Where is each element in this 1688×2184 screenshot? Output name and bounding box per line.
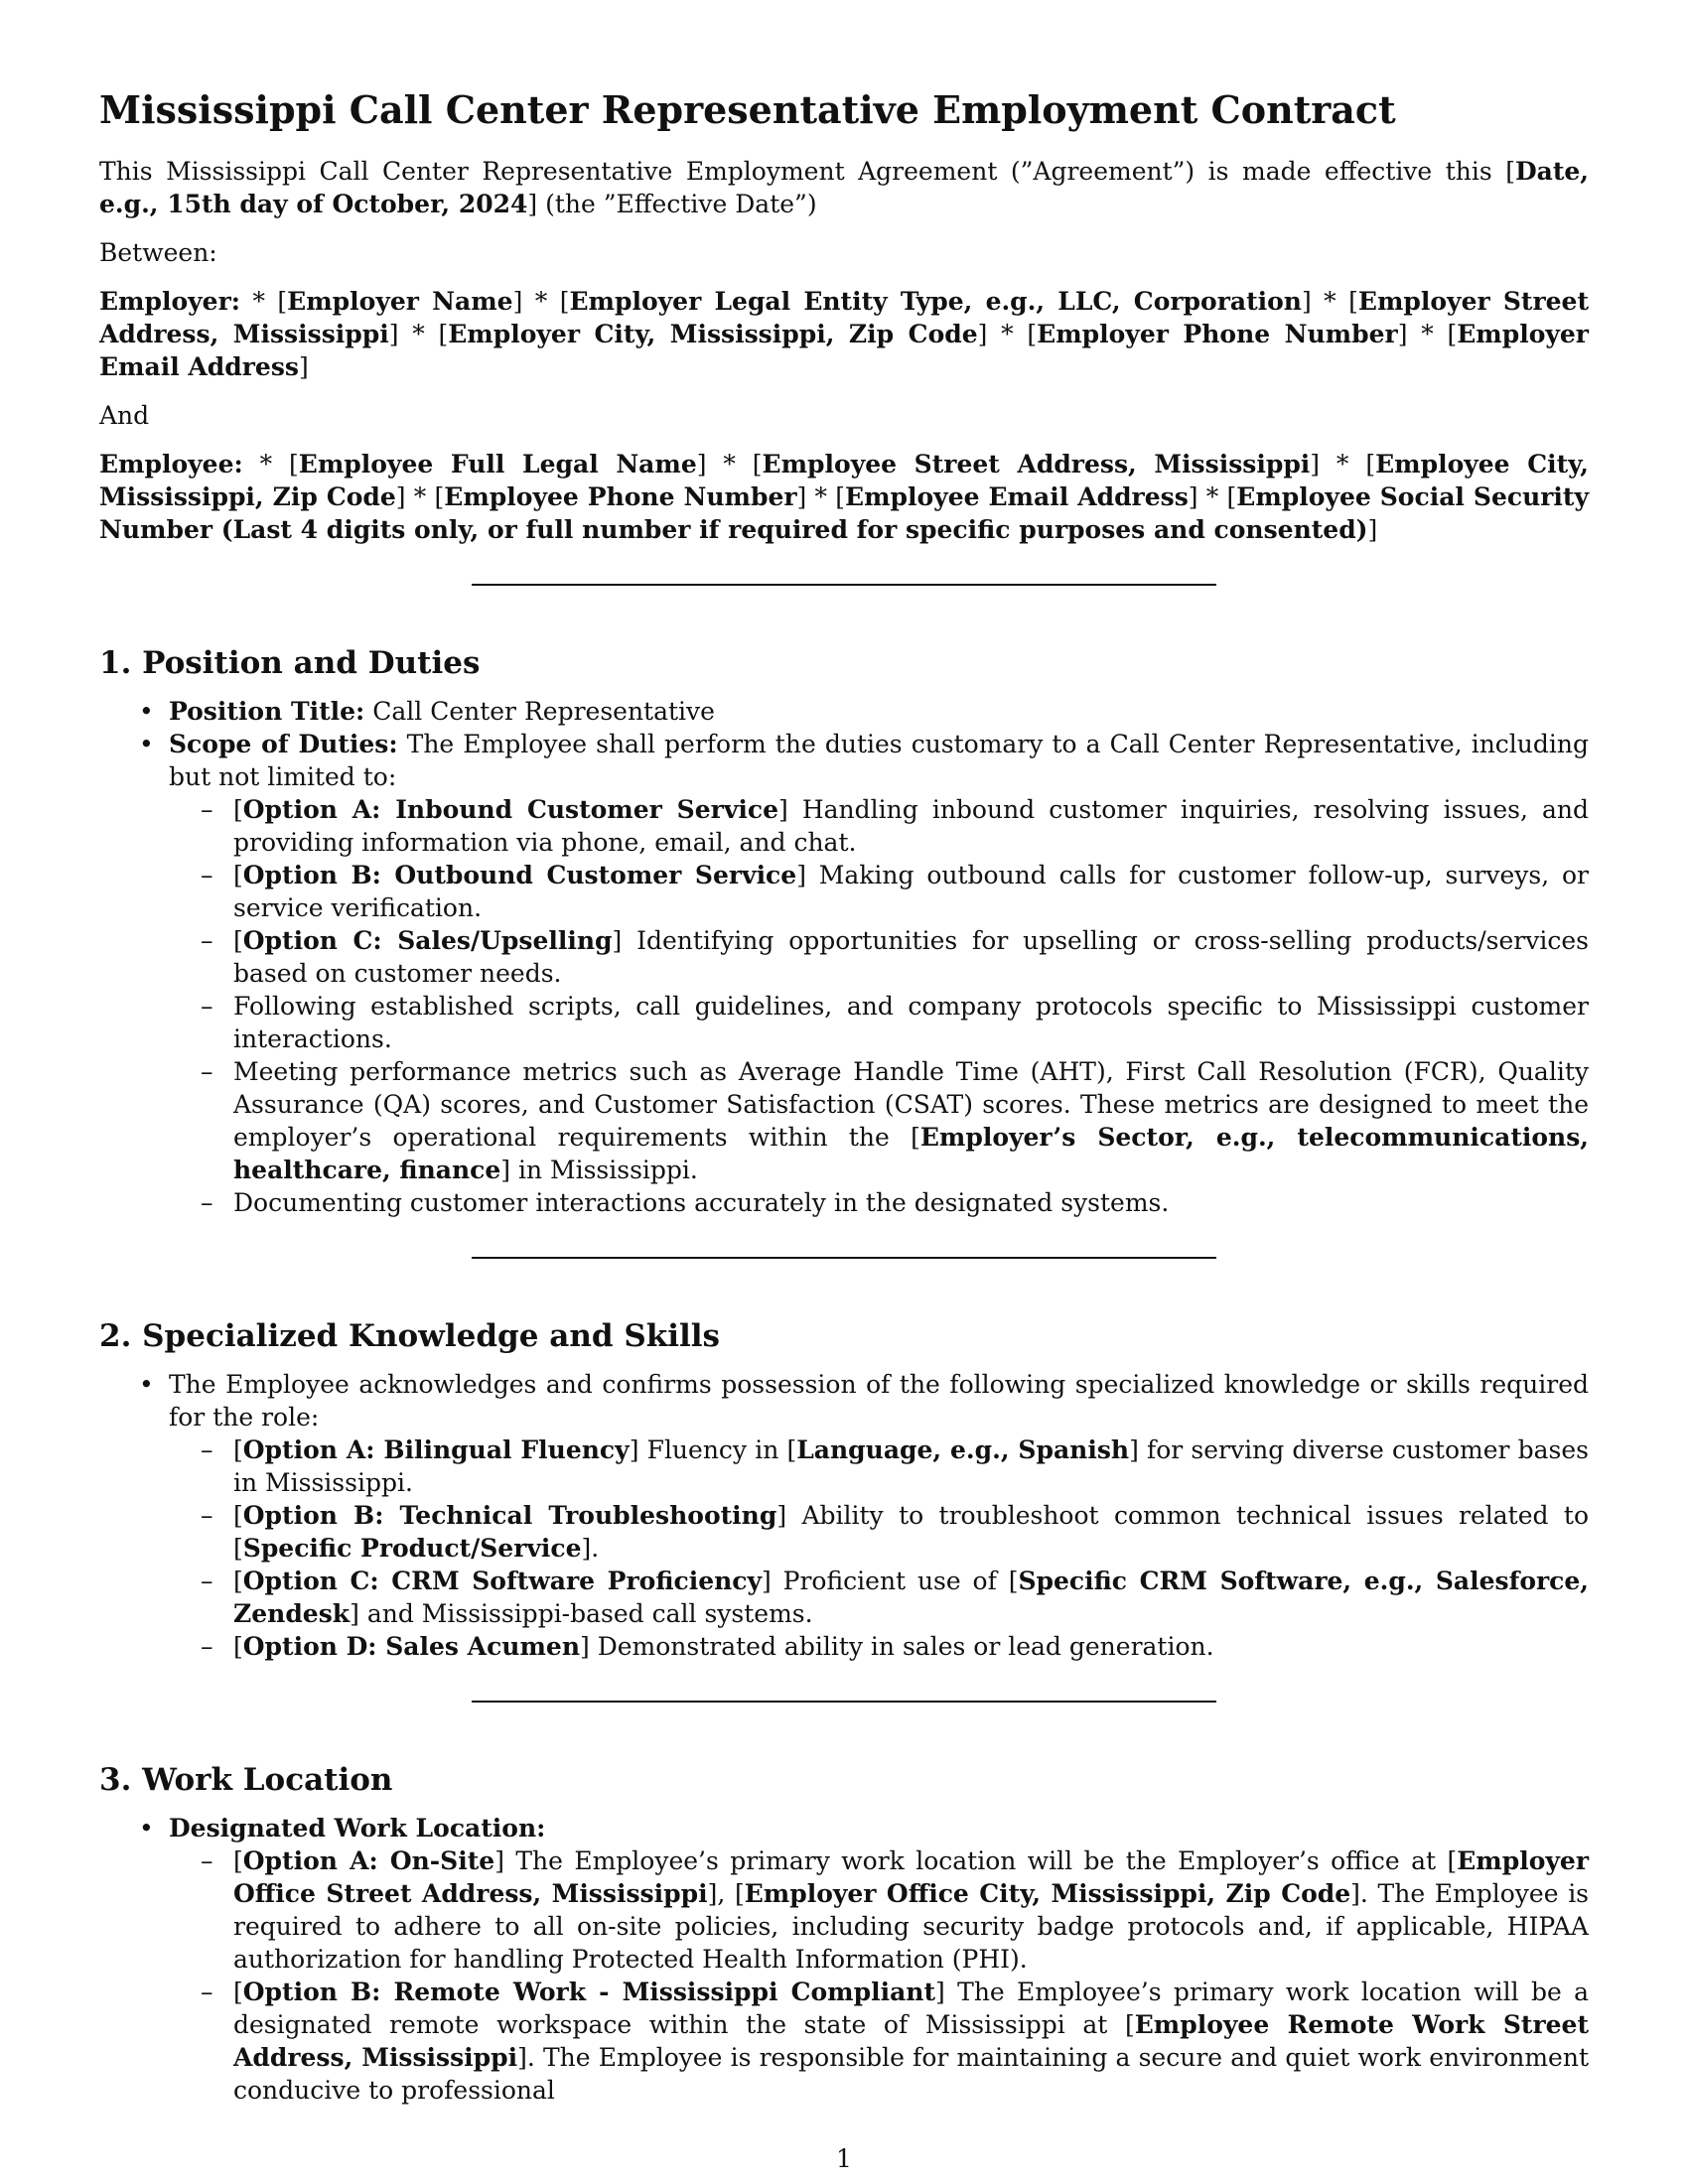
option-text: ] for serving diverse customer bases in Mississippi. bbox=[233, 1435, 1589, 1497]
list-item bbox=[99, 695, 1589, 728]
crm-placeholder: Specific CRM Software, e.g., Salesforce, Zendesk bbox=[233, 1567, 1589, 1628]
list-item: – [Option A: Inbound Customer Service] Handling inbound customer inquiries, resolving issues, and providing information via phone, email, and chat. bbox=[169, 793, 1589, 859]
employee-field: Employee Social Security Number (Last 4 digits only, or full number if required for specific purposes and consented) bbox=[99, 482, 1589, 544]
intro-paragraph bbox=[99, 155, 1589, 220]
option-label: Option C: Sales/Upselling bbox=[242, 926, 613, 955]
option-text: Identifying opportunities for upselling or cross-selling products/services based on customer needs. bbox=[233, 926, 1589, 988]
position-title-label: Position Title: bbox=[169, 697, 365, 726]
employee-field: Employee Full Legal Name bbox=[298, 450, 697, 478]
duties-sublist bbox=[169, 793, 1589, 1219]
employer-field: Employer Email Address bbox=[99, 320, 1589, 381]
employee-label: Employee: bbox=[99, 450, 243, 478]
option-text: Ability to troubleshoot common technical issues related to [ bbox=[233, 1501, 1590, 1563]
document-title: Mississippi Call Center Representative Employment Contract bbox=[99, 87, 1396, 132]
option-label: Option C: CRM Software Proficiency bbox=[242, 1567, 763, 1595]
designated-location-label: Designated Work Location: bbox=[169, 1814, 546, 1843]
list-item: – [Option D: Sales Acumen] Demonstrated ability in sales or lead generation. bbox=[169, 1630, 1589, 1663]
intro-pre: This Mississippi Call Center Representative Employment Agreement (”Agreement”) is made effective this [ bbox=[99, 157, 1515, 186]
page-number: 1 bbox=[836, 2144, 852, 2173]
list-item: – [Option C: Sales/Upselling] Identifying opportunities for upselling or cross-selling products/services based on customer needs. bbox=[169, 924, 1589, 990]
section-divider bbox=[472, 1701, 1216, 1703]
option-text: Proficient use of [ bbox=[782, 1567, 1019, 1595]
option-text: Making outbound calls for customer follow-up, surveys, or service verification. bbox=[233, 861, 1590, 922]
option-label: Option B: Remote Work - Mississippi Compliant bbox=[242, 1978, 936, 2006]
list-item: – [Option B: Outbound Customer Service] Making outbound calls for customer follow-up, surveys, or service verification. bbox=[169, 859, 1589, 924]
option-text: ]. The Employee is responsible for maintaining a secure and quiet work environment conducive to professional bbox=[233, 2043, 1589, 2105]
employer-block: Employer: * [Employer Name] * [Employer Legal Entity Type, e.g., LLC, Corporation] * [Employer Street Address, Mississippi] * [Employer City, Mississippi, Zip Code] * [Employer Phone Number] * [Employer Email Address] bbox=[99, 287, 1589, 381]
employee-block: Employee: * [Employee Full Legal Name] * [Employee Street Address, Mississippi] * [Employee City, Mississippi, Zip Code] * [Employee Phone Number] * [Employee Email Address] * [Employee Social Security Number (Last 4 digits only, or full number if required for specific purposes and consented)] bbox=[99, 450, 1589, 544]
option-label: Option A: On-Site bbox=[242, 1846, 495, 1875]
list-item bbox=[169, 1055, 1589, 1186]
option-label: Option A: Bilingual Fluency bbox=[242, 1435, 630, 1464]
section-3-heading: 3. Work Location bbox=[99, 1762, 393, 1798]
language-placeholder: Language, e.g., Spanish bbox=[796, 1435, 1130, 1464]
scope-text: The Employee shall perform the duties customary to a Call Center Representative, including but not limited to: bbox=[169, 730, 1589, 791]
employer-field: Employer Name bbox=[287, 287, 513, 316]
employer-label: Employer: bbox=[99, 287, 240, 316]
list-item: – Documenting customer interactions accurately in the designated systems. bbox=[169, 1186, 1589, 1219]
metrics-text: ] in Mississippi. bbox=[500, 1156, 698, 1184]
list-item: – [Option A: On-Site] The Employee’s primary work location will be the Employer’s office at [Employer Office Street Address, Mississippi], [Employer Office City, Mississippi, Zip Code]. The Employee is required to adhere to all on-site policies, including security badge protocols and, if applicable, HIPAA authorization for handling Protected Health Information (PHI). bbox=[169, 1844, 1589, 1976]
metrics-text: Meeting performance metrics such as Average Handle Time (AHT), First Call Resolution (FCR), Quality Assurance (QA) scores, and Customer Satisfaction (CSAT) scores. These metrics are designed to meet the employer’s operational requirements within the [ bbox=[233, 1057, 1589, 1152]
option-text: Fluency in [ bbox=[646, 1435, 797, 1464]
skills-sublist bbox=[169, 1433, 1589, 1663]
location-sublist bbox=[169, 1844, 1589, 2107]
option-text: ]. bbox=[581, 1534, 600, 1563]
scope-label: Scope of Duties: bbox=[169, 730, 398, 758]
list-item bbox=[99, 728, 1589, 1219]
list-item: – [Option B: Remote Work - Mississippi Compliant] The Employee’s primary work location will be a designated remote workspace within the state of Mississippi at [Employee Remote Work Street Address, Mississippi]. The Employee is responsible for maintaining a secure and quiet work environment conducive to professional bbox=[169, 1976, 1589, 2107]
list-item bbox=[99, 1812, 1589, 2107]
office-address-placeholder: Employer Office Street Address, Mississippi bbox=[233, 1846, 1589, 1908]
employer-field: Employer Street Address, Mississippi bbox=[99, 287, 1589, 348]
employee-field: Employee City, Mississippi, Zip Code bbox=[99, 450, 1589, 511]
section-3-list bbox=[99, 1812, 1589, 2107]
option-text: Demonstrated ability in sales or lead generation. bbox=[597, 1632, 1214, 1661]
intro-post: ] (the ”Effective Date”) bbox=[527, 190, 817, 218]
remote-address-placeholder: Employee Remote Work Street Address, Mississippi bbox=[233, 2010, 1590, 2072]
list-item: – [Option B: Technical Troubleshooting] Ability to troubleshoot common technical issues related to [Specific Product/Service]. bbox=[169, 1499, 1589, 1565]
section-2-list bbox=[99, 1368, 1589, 1663]
list-item: – [Option A: Bilingual Fluency] Fluency in [Language, e.g., Spanish] for serving diverse customer bases in Mississippi. bbox=[169, 1433, 1589, 1499]
employee-field: Employee Email Address bbox=[845, 482, 1189, 511]
section-divider bbox=[472, 1257, 1216, 1259]
between-label: Between: bbox=[99, 238, 217, 267]
list-item: – Following established scripts, call guidelines, and company protocols specific to Mississippi customer interactions. bbox=[169, 990, 1589, 1055]
option-text: ] and Mississippi-based call systems. bbox=[350, 1599, 813, 1628]
list-item bbox=[99, 1368, 1589, 1663]
option-text: ]. The Employee is required to adhere to all on-site policies, including security badge protocols and, if applicable, HIPAA authorization for handling Protected Health Information (PHI). bbox=[233, 1879, 1590, 1974]
position-title-value: Call Center Representative bbox=[372, 697, 715, 726]
sector-placeholder: Employer’s Sector, e.g., telecommunications, healthcare, finance bbox=[233, 1123, 1589, 1184]
section-1-list bbox=[99, 695, 1589, 1219]
option-text: The Employee’s primary work location will be the Employer’s office at [ bbox=[515, 1846, 1458, 1875]
office-city-placeholder: Employer Office City, Mississippi, Zip Code bbox=[744, 1879, 1351, 1908]
option-label: Option B: Technical Troubleshooting bbox=[242, 1501, 777, 1530]
employer-field: Employer Legal Entity Type, e.g., LLC, Corporation bbox=[569, 287, 1302, 316]
option-label: Option A: Inbound Customer Service bbox=[242, 795, 778, 824]
product-placeholder: Specific Product/Service bbox=[242, 1534, 582, 1563]
section-2-heading: 2. Specialized Knowledge and Skills bbox=[99, 1318, 720, 1354]
option-label: Option D: Sales Acumen bbox=[242, 1632, 580, 1661]
section-divider bbox=[472, 584, 1216, 586]
and-label: And bbox=[99, 401, 150, 430]
employer-field: Employer Phone Number bbox=[1037, 320, 1398, 348]
effective-date-placeholder: Date, e.g., 15th day of October, 2024 bbox=[99, 157, 1589, 218]
option-text: The Employee’s primary work location will be a designated remote workspace within the state of Mississippi at [ bbox=[233, 1978, 1589, 2039]
employee-field: Employee Street Address, Mississippi bbox=[762, 450, 1311, 478]
document-page bbox=[99, 87, 1589, 2107]
option-text: ], [ bbox=[707, 1879, 745, 1908]
option-label: Option B: Outbound Customer Service bbox=[242, 861, 797, 889]
employee-field: Employee Phone Number bbox=[444, 482, 797, 511]
list-item: – [Option C: CRM Software Proficiency] Proficient use of [Specific CRM Software, e.g., Salesforce, Zendesk] and Mississippi-based call systems. bbox=[169, 1565, 1589, 1630]
section-1-heading: 1. Position and Duties bbox=[99, 645, 481, 681]
option-text: Handling inbound customer inquiries, resolving issues, and providing information via phone, email, and chat. bbox=[233, 795, 1590, 857]
employer-field: Employer City, Mississippi, Zip Code bbox=[448, 320, 978, 348]
skills-intro: The Employee acknowledges and confirms possession of the following specialized knowledge or skills required for the role: bbox=[169, 1370, 1589, 1432]
